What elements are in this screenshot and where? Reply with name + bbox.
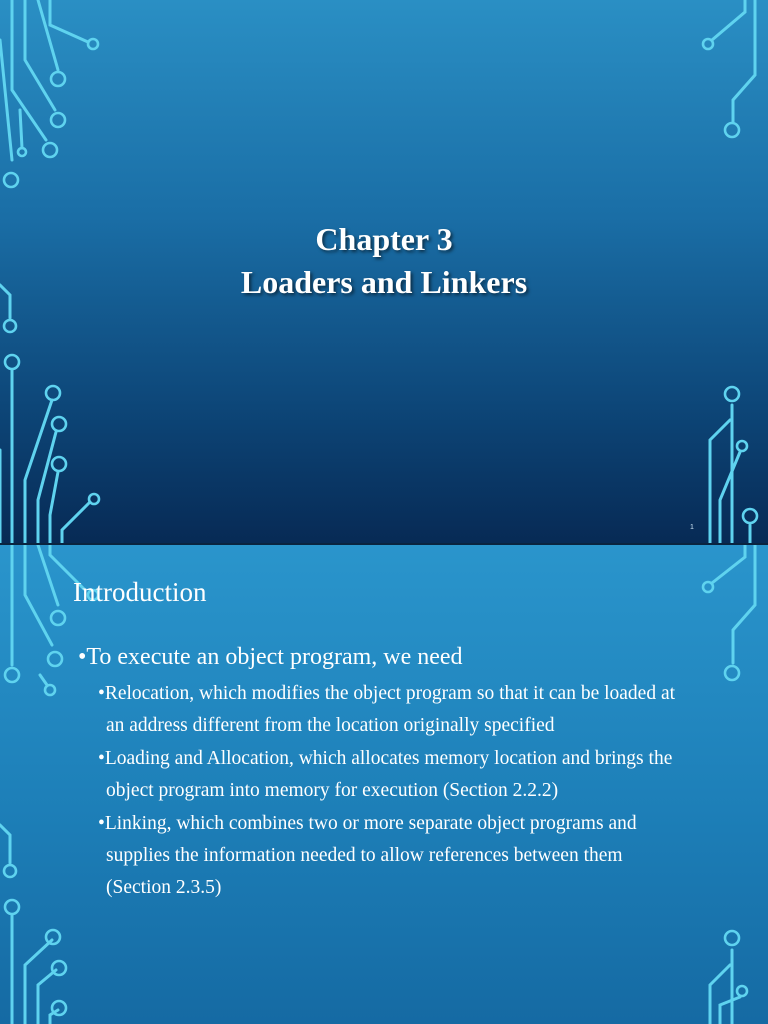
sub-bullet-text: Relocation, which modifies the object program so that it can be loaded at an address different from the location originally specified [104, 683, 676, 736]
bullet-marker: • [98, 683, 105, 704]
sub-bullet-relocation [98, 678, 688, 742]
main-bullet [78, 640, 688, 674]
main-bullet-text: To execute an object program, we need [86, 644, 463, 670]
title-line-chapter: Chapter 3 [315, 221, 453, 257]
sub-bullet-loading [98, 743, 688, 807]
title-line-topic: Loaders and Linkers [240, 264, 528, 300]
bullet-list [78, 640, 688, 905]
bullet-marker: • [98, 813, 105, 834]
bullet-marker: • [98, 748, 105, 769]
sub-bullet-text: Linking, which combines two or more separate object programs and supplies the information needed to allow references between them (Section 2.3.5) [104, 813, 637, 898]
sub-bullet-text: Loading and Allocation, which allocates memory location and brings the object program into memory for execution (Section 2.2.2) [104, 748, 673, 801]
introduction-slide [0, 545, 768, 1024]
sub-bullet-linking [98, 808, 688, 904]
slide-title [0, 218, 768, 304]
slide-heading: Introduction [73, 577, 207, 607]
bullet-marker: • [78, 644, 87, 670]
page-number: 1 [690, 524, 694, 531]
